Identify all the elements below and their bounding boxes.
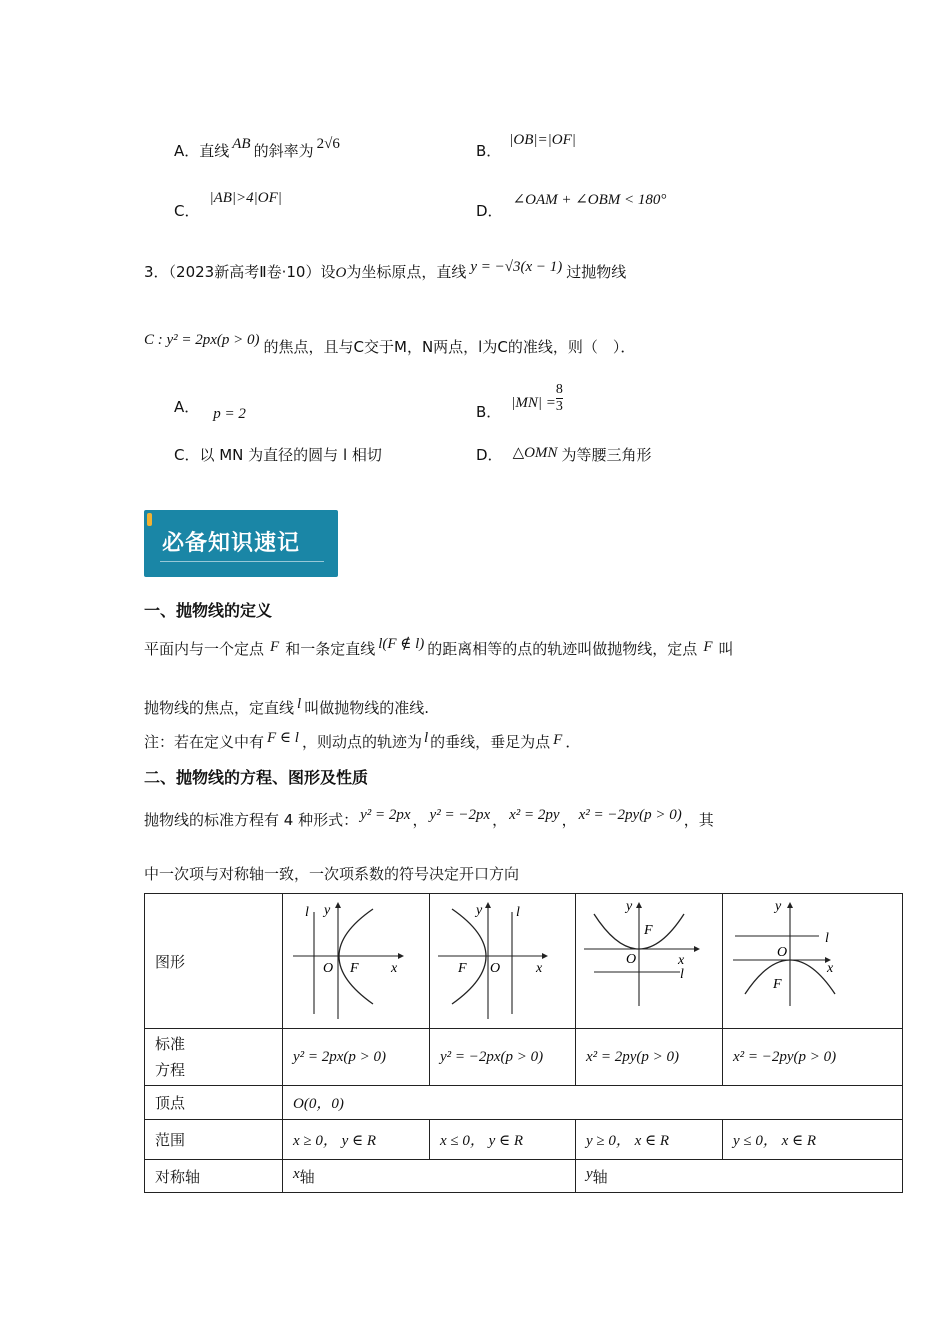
parabola-properties-table (144, 893, 903, 1193)
q3-b-fraction (556, 382, 563, 415)
label-f: F (350, 961, 359, 976)
s1-note-f: F (553, 732, 563, 748)
label-o: O (323, 961, 334, 976)
s1-note-math: F ∈ l (267, 730, 299, 746)
cell-range-left: x ≤ 0， y ∈ R (430, 1120, 576, 1160)
eq-label-line2: 方程 (155, 1061, 186, 1079)
q3-d-math: △OMN (512, 445, 558, 461)
axis-x-symbol: x (293, 1165, 300, 1182)
axis-x-suffix: 轴 (299, 1167, 315, 1186)
x-arrow (694, 946, 700, 952)
section2-heading: 二、抛物线的方程、图形及性质 (144, 768, 369, 787)
s1-p2-l: l (297, 696, 302, 712)
banner-underline (160, 561, 324, 562)
q2-d-label: D． (476, 202, 503, 220)
graph-opens-left (430, 894, 576, 1024)
cell-axis-x (283, 1160, 576, 1193)
table-row-equation (145, 1029, 903, 1086)
label-l: l (305, 905, 309, 920)
axis-y-suffix: 轴 (592, 1167, 608, 1186)
cell-vertex-value: O(0，0) (283, 1086, 903, 1120)
table-row-range (145, 1120, 903, 1160)
cell-range-up: y ≥ 0， x ∈ R (576, 1120, 723, 1160)
cell-eq-down: x² = −2py(p > 0) (723, 1029, 903, 1086)
y-arrow (485, 902, 491, 908)
q3-option-c: C．以 MN 为直径的圆与 l 相切 (174, 446, 382, 464)
cell-eq-right: y² = 2px(p > 0) (283, 1029, 430, 1086)
q3-a-label: A． (174, 398, 200, 416)
q3-suffix: 过抛物线 (566, 263, 627, 281)
cell-eq-left: y² = −2px(p > 0) (430, 1029, 576, 1086)
banner-tab-decoration (147, 513, 152, 526)
q3-parabola-equation: C : y² = 2px(p > 0) (144, 332, 260, 348)
s2-p1-end: ，其 (683, 811, 714, 829)
s1-note-b: ，则动点的轨迹为 (301, 733, 422, 751)
q3-origin: O (335, 265, 347, 281)
label-l: l (680, 967, 684, 982)
q2-b-math: |OB|=|OF| (509, 132, 576, 148)
cell-range-down: y ≤ 0， x ∈ R (723, 1120, 903, 1160)
table-row-graph (145, 894, 903, 1029)
q3-stem-line2 (144, 332, 636, 357)
section2-paragraph1: 抛物线的标准方程有 4 种形式： y² = 2px ， y² = −2px ， x² = 2py ， x² = −2py(p > 0) ，其 (144, 807, 714, 829)
label-f: F (773, 977, 782, 992)
banner-title: 必备知识速记 (162, 531, 301, 556)
label-l: l (516, 905, 520, 920)
table-row-axis (145, 1160, 903, 1193)
section1-heading: 一、抛物线的定义 (144, 601, 273, 620)
q3-line-equation: y = −√3(x − 1) (470, 259, 563, 275)
s1-p1-d: 叫 (718, 640, 734, 658)
x-arrow (398, 953, 404, 959)
q2-c-math: |AB|>4|OF| (209, 190, 282, 206)
cell-graph-down (723, 894, 903, 1029)
section1-paragraph1 (144, 638, 734, 659)
label-o: O (626, 952, 637, 967)
label-y: y (476, 903, 483, 918)
cell-range-label: 范围 (145, 1120, 283, 1160)
s1-p1-f2: F (703, 639, 713, 655)
q3-d-label: D． (476, 446, 503, 464)
q3-b-label: B． (476, 403, 502, 421)
label-y: y (324, 903, 331, 918)
cell-axis-label: 对称轴 (145, 1160, 283, 1193)
s1-p1-a: 平面内与一个定点 (144, 640, 265, 658)
s2-p1-a: 抛物线的标准方程有 4 种形式： (144, 811, 359, 829)
section1-note (144, 731, 580, 752)
q3-b-numerator: 8 (555, 382, 563, 397)
q3-a-math: p = 2 (213, 406, 246, 422)
s1-p2-a: 抛物线的焦点，定直线 (144, 699, 295, 717)
s1-p1-l: l(F ∉ l) (378, 636, 425, 652)
q3-d-suffix: 为等腰三角形 (561, 446, 652, 464)
q2-option-b (476, 132, 576, 161)
q2-a-label: A．直线 (174, 142, 230, 160)
s2-eq1: y² = 2px (360, 807, 411, 823)
cell-axis-y (576, 1160, 903, 1193)
s1-p1-f: F (270, 639, 280, 655)
q3-prefix: 3．（2023新高考Ⅱ卷·10）设 (144, 263, 336, 281)
cell-eq-up: x² = 2py(p > 0) (576, 1029, 723, 1086)
q3-option-a (174, 396, 246, 422)
q2-option-a (174, 136, 340, 161)
y-arrow (636, 902, 642, 908)
y-arrow (335, 902, 341, 908)
q3-option-b (476, 382, 563, 421)
section2-paragraph2: 中一次项与对称轴一致，一次项系数的符号决定开口方向 (144, 865, 520, 883)
s2-eq2: y² = −2px (429, 807, 491, 823)
q2-a-math-value: 2√6 (316, 136, 340, 152)
graph-opens-down (723, 894, 903, 1024)
s1-p1-b: 和一条定直线 (285, 640, 376, 658)
s1-note-l: l (423, 730, 429, 746)
q3-stem-line1 (144, 261, 626, 282)
label-y: y (775, 899, 782, 914)
s1-note-c: 的垂线，垂足为点 (430, 733, 551, 751)
x-arrow (542, 953, 548, 959)
table-row-vertex (145, 1086, 903, 1120)
q2-c-label: C． (174, 202, 200, 220)
cell-graph-left (430, 894, 576, 1029)
section1-paragraph2 (144, 697, 429, 718)
cell-graph-up (576, 894, 723, 1029)
label-l: l (825, 931, 829, 946)
s1-p1-c: 的距离相等的点的轨迹叫做抛物线，定点 (427, 640, 698, 658)
cell-graph-right (283, 894, 430, 1029)
s2-eq3: x² = 2py (509, 807, 560, 823)
s1-note-a: 注：若在定义中有 (144, 733, 265, 751)
label-y: y (626, 899, 633, 914)
y-arrow (787, 902, 793, 908)
label-x: x (536, 961, 543, 976)
s2-eq4: x² = −2py(p > 0) (578, 807, 682, 823)
s1-note-d: ． (565, 733, 581, 751)
label-o: O (777, 945, 788, 960)
q2-b-label: B． (476, 142, 502, 160)
q3-b-denominator: 3 (555, 399, 563, 414)
q3-b-math: |MN| = (511, 395, 556, 411)
q3-mid: 为坐标原点，直线 (346, 263, 467, 281)
q2-option-d (476, 192, 667, 221)
graph-opens-right (283, 894, 430, 1024)
q3-option-d (476, 444, 651, 465)
cell-range-right: x ≥ 0， y ∈ R (283, 1120, 430, 1160)
s1-p2-b: 叫做抛物线的准线. (304, 699, 429, 717)
cell-vertex-label: 顶点 (145, 1086, 283, 1120)
cell-graph-label: 图形 (145, 894, 283, 1029)
label-x: x (827, 961, 834, 976)
label-x: x (678, 953, 685, 968)
label-f: F (458, 961, 467, 976)
q3-stem-text: 的焦点，且与C交于M，N两点，l为C的准线，则（ ）． (263, 338, 636, 356)
graph-opens-up (576, 894, 723, 1024)
q2-a-mid: 的斜率为 (253, 142, 314, 160)
cell-equation-label (145, 1029, 283, 1086)
q2-option-c (174, 190, 282, 221)
label-x: x (391, 961, 398, 976)
axis-y-symbol: y (586, 1165, 593, 1182)
label-o: O (490, 961, 501, 976)
label-f: F (644, 923, 653, 938)
q2-a-math-ab: AB (232, 136, 251, 152)
eq-label-line1: 标准 (155, 1035, 186, 1053)
q2-d-math: ∠OAM + ∠OBM < 180° (512, 192, 667, 208)
section-banner (144, 510, 338, 577)
